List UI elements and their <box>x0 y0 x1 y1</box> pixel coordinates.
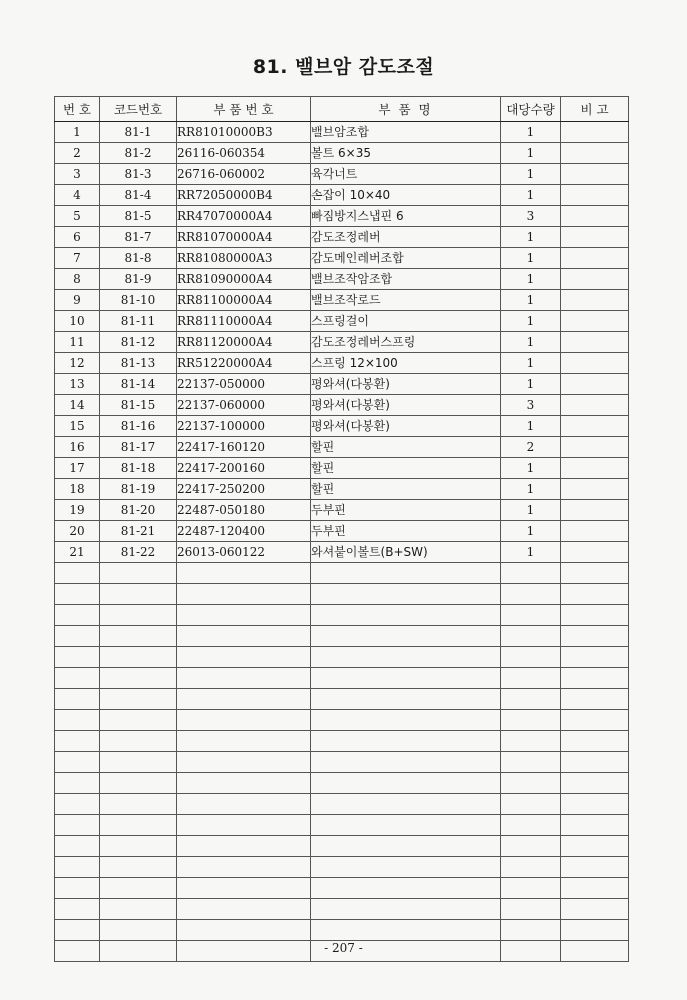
cell-no <box>55 605 100 626</box>
cell-code: 81-21 <box>100 521 177 542</box>
cell-code: 81-11 <box>100 311 177 332</box>
cell-no: 11 <box>55 332 100 353</box>
cell-code: 81-12 <box>100 332 177 353</box>
cell-no: 5 <box>55 206 100 227</box>
table-row <box>55 374 629 395</box>
cell-part-name <box>311 815 501 836</box>
cell-qty: 1 <box>501 122 561 143</box>
cell-qty <box>501 605 561 626</box>
table-row <box>55 143 629 164</box>
cell-part-no: 26116-060354 <box>177 143 311 164</box>
cell-part-no: RR81090000A4 <box>177 269 311 290</box>
cell-no <box>55 563 100 584</box>
cell-qty: 1 <box>501 542 561 563</box>
cell-part-name: 밸브조작로드 <box>311 290 501 311</box>
cell-note <box>561 206 629 227</box>
cell-code <box>100 836 177 857</box>
empty-table-row <box>55 731 629 752</box>
cell-code: 81-5 <box>100 206 177 227</box>
cell-qty: 1 <box>501 374 561 395</box>
empty-table-row <box>55 899 629 920</box>
cell-part-name: 평와셔(다봉환) <box>311 395 501 416</box>
cell-part-name <box>311 668 501 689</box>
cell-no: 21 <box>55 542 100 563</box>
cell-part-name: 할핀 <box>311 437 501 458</box>
cell-note <box>561 269 629 290</box>
cell-note <box>561 416 629 437</box>
cell-no: 12 <box>55 353 100 374</box>
cell-code <box>100 899 177 920</box>
cell-no <box>55 815 100 836</box>
table-row <box>55 458 629 479</box>
cell-code: 81-1 <box>100 122 177 143</box>
cell-part-no <box>177 920 311 941</box>
cell-no: 3 <box>55 164 100 185</box>
cell-qty: 1 <box>501 227 561 248</box>
cell-no: 19 <box>55 500 100 521</box>
cell-qty: 1 <box>501 521 561 542</box>
cell-code <box>100 773 177 794</box>
cell-note <box>561 794 629 815</box>
cell-note <box>561 857 629 878</box>
cell-qty <box>501 563 561 584</box>
cell-part-no: 22487-050180 <box>177 500 311 521</box>
cell-no: 6 <box>55 227 100 248</box>
cell-no: 9 <box>55 290 100 311</box>
cell-note <box>561 311 629 332</box>
header-no: 번 호 <box>55 97 100 122</box>
cell-part-no <box>177 815 311 836</box>
cell-part-no <box>177 731 311 752</box>
cell-part-name <box>311 605 501 626</box>
cell-note <box>561 164 629 185</box>
cell-code: 81-14 <box>100 374 177 395</box>
page-number: - 207 - <box>324 941 363 955</box>
cell-part-no <box>177 773 311 794</box>
empty-table-row <box>55 647 629 668</box>
cell-part-name: 두부핀 <box>311 521 501 542</box>
cell-part-no: 22417-200160 <box>177 458 311 479</box>
cell-no: 15 <box>55 416 100 437</box>
cell-part-no: 22137-060000 <box>177 395 311 416</box>
cell-qty <box>501 752 561 773</box>
cell-note <box>561 185 629 206</box>
cell-qty: 3 <box>501 395 561 416</box>
cell-qty <box>501 689 561 710</box>
cell-no: 16 <box>55 437 100 458</box>
empty-table-row <box>55 815 629 836</box>
empty-table-row <box>55 668 629 689</box>
cell-no <box>55 773 100 794</box>
cell-no: 13 <box>55 374 100 395</box>
table-row <box>55 290 629 311</box>
cell-part-name: 밸브암조합 <box>311 122 501 143</box>
cell-code: 81-22 <box>100 542 177 563</box>
empty-table-row <box>55 920 629 941</box>
cell-part-no: RR81080000A3 <box>177 248 311 269</box>
cell-qty <box>501 710 561 731</box>
cell-note <box>561 395 629 416</box>
cell-qty <box>501 920 561 941</box>
cell-part-no: 22137-100000 <box>177 416 311 437</box>
cell-part-no: RR51220000A4 <box>177 353 311 374</box>
cell-part-no: 22417-250200 <box>177 479 311 500</box>
cell-part-no: RR81100000A4 <box>177 290 311 311</box>
cell-qty: 1 <box>501 290 561 311</box>
empty-table-row <box>55 689 629 710</box>
cell-qty <box>501 815 561 836</box>
cell-part-no <box>177 836 311 857</box>
cell-part-name <box>311 689 501 710</box>
cell-part-no <box>177 668 311 689</box>
cell-no: 20 <box>55 521 100 542</box>
cell-part-name <box>311 647 501 668</box>
cell-code <box>100 605 177 626</box>
cell-part-no <box>177 584 311 605</box>
header-qty: 대당수량 <box>501 97 561 122</box>
cell-code: 81-17 <box>100 437 177 458</box>
page-title: 81. 밸브암 감도조절 <box>252 56 435 78</box>
cell-note <box>561 290 629 311</box>
cell-note <box>561 584 629 605</box>
cell-part-name <box>311 563 501 584</box>
table-row <box>55 542 629 563</box>
empty-table-row <box>55 836 629 857</box>
cell-part-no <box>177 752 311 773</box>
cell-part-no <box>177 857 311 878</box>
cell-part-name: 손잡이 10×40 <box>311 185 501 206</box>
cell-part-name: 와셔붙이볼트(B+SW) <box>311 542 501 563</box>
empty-table-row <box>55 857 629 878</box>
cell-part-name <box>311 857 501 878</box>
cell-part-name <box>311 836 501 857</box>
cell-no: 7 <box>55 248 100 269</box>
cell-note <box>561 521 629 542</box>
cell-code: 81-18 <box>100 458 177 479</box>
cell-qty <box>501 584 561 605</box>
cell-qty: 1 <box>501 185 561 206</box>
cell-part-name <box>311 878 501 899</box>
cell-no: 2 <box>55 143 100 164</box>
cell-part-name: 감도메인레버조합 <box>311 248 501 269</box>
cell-part-no: RR72050000B4 <box>177 185 311 206</box>
cell-part-no: RR81010000B3 <box>177 122 311 143</box>
cell-code <box>100 878 177 899</box>
cell-qty <box>501 668 561 689</box>
cell-code: 81-8 <box>100 248 177 269</box>
cell-note <box>561 899 629 920</box>
cell-note <box>561 647 629 668</box>
table-row <box>55 122 629 143</box>
cell-no: 10 <box>55 311 100 332</box>
cell-no: 1 <box>55 122 100 143</box>
table-row <box>55 227 629 248</box>
cell-no <box>55 752 100 773</box>
cell-no: 17 <box>55 458 100 479</box>
cell-part-name <box>311 920 501 941</box>
cell-part-name <box>311 752 501 773</box>
cell-note <box>561 710 629 731</box>
cell-no: 18 <box>55 479 100 500</box>
cell-code: 81-15 <box>100 395 177 416</box>
cell-part-no: 26013-060122 <box>177 542 311 563</box>
table-row <box>55 521 629 542</box>
cell-qty <box>501 899 561 920</box>
cell-code <box>100 563 177 584</box>
cell-code <box>100 689 177 710</box>
cell-no <box>55 584 100 605</box>
cell-qty: 1 <box>501 332 561 353</box>
header-code: 코드번호 <box>100 97 177 122</box>
table-row <box>55 206 629 227</box>
cell-no: 4 <box>55 185 100 206</box>
cell-qty: 1 <box>501 416 561 437</box>
cell-code: 81-9 <box>100 269 177 290</box>
empty-table-row <box>55 878 629 899</box>
cell-part-name <box>311 773 501 794</box>
cell-qty <box>501 794 561 815</box>
cell-part-no <box>177 794 311 815</box>
empty-table-row <box>55 605 629 626</box>
header-part-no: 부 품 번 호 <box>177 97 311 122</box>
cell-note <box>561 458 629 479</box>
cell-note <box>561 248 629 269</box>
cell-part-name: 할핀 <box>311 479 501 500</box>
cell-no <box>55 794 100 815</box>
cell-part-name: 감도조정레버 <box>311 227 501 248</box>
cell-note <box>561 332 629 353</box>
cell-note <box>561 122 629 143</box>
cell-code: 81-4 <box>100 185 177 206</box>
cell-note <box>561 626 629 647</box>
cell-part-name: 두부핀 <box>311 500 501 521</box>
cell-note <box>561 878 629 899</box>
empty-table-row <box>55 710 629 731</box>
cell-note <box>561 479 629 500</box>
cell-code <box>100 710 177 731</box>
cell-note <box>561 500 629 521</box>
cell-no <box>55 878 100 899</box>
cell-no <box>55 731 100 752</box>
cell-note <box>561 542 629 563</box>
cell-note <box>561 773 629 794</box>
cell-no <box>55 857 100 878</box>
cell-part-no <box>177 899 311 920</box>
cell-part-name: 빠짐방지스냅핀 6 <box>311 206 501 227</box>
cell-part-no <box>177 605 311 626</box>
cell-no <box>55 710 100 731</box>
cell-part-name: 밸브조작암조합 <box>311 269 501 290</box>
cell-no: 14 <box>55 395 100 416</box>
cell-note <box>561 563 629 584</box>
cell-part-name: 볼트 6×35 <box>311 143 501 164</box>
empty-table-row <box>55 626 629 647</box>
cell-qty: 1 <box>501 164 561 185</box>
cell-code <box>100 752 177 773</box>
cell-part-no: RR81120000A4 <box>177 332 311 353</box>
cell-qty <box>501 626 561 647</box>
cell-code: 81-7 <box>100 227 177 248</box>
cell-no: 8 <box>55 269 100 290</box>
cell-part-no <box>177 710 311 731</box>
cell-qty: 1 <box>501 248 561 269</box>
cell-note <box>561 836 629 857</box>
cell-note <box>561 815 629 836</box>
cell-code: 81-10 <box>100 290 177 311</box>
cell-part-no <box>177 878 311 899</box>
cell-part-name: 평와셔(다봉환) <box>311 374 501 395</box>
cell-part-name <box>311 710 501 731</box>
cell-note <box>561 437 629 458</box>
cell-part-no <box>177 647 311 668</box>
cell-part-no: 22417-160120 <box>177 437 311 458</box>
cell-part-name <box>311 731 501 752</box>
cell-qty: 1 <box>501 479 561 500</box>
empty-table-row <box>55 773 629 794</box>
cell-qty <box>501 878 561 899</box>
cell-code: 81-2 <box>100 143 177 164</box>
cell-no <box>55 668 100 689</box>
cell-code <box>100 647 177 668</box>
cell-code: 81-16 <box>100 416 177 437</box>
cell-qty <box>501 773 561 794</box>
table-row <box>55 269 629 290</box>
empty-table-row <box>55 563 629 584</box>
cell-part-no: 22137-050000 <box>177 374 311 395</box>
cell-part-no <box>177 689 311 710</box>
cell-qty: 1 <box>501 311 561 332</box>
cell-part-name: 평와셔(다봉환) <box>311 416 501 437</box>
cell-note <box>561 689 629 710</box>
cell-part-no: RR81070000A4 <box>177 227 311 248</box>
parts-table-body <box>55 122 629 962</box>
table-row <box>55 311 629 332</box>
table-header-row <box>55 97 629 122</box>
cell-code <box>100 626 177 647</box>
cell-no <box>55 689 100 710</box>
cell-qty: 2 <box>501 437 561 458</box>
cell-part-name <box>311 794 501 815</box>
cell-no <box>55 920 100 941</box>
table-row <box>55 185 629 206</box>
table-row <box>55 332 629 353</box>
cell-qty <box>501 836 561 857</box>
cell-code <box>100 794 177 815</box>
cell-no <box>55 647 100 668</box>
cell-code: 81-19 <box>100 479 177 500</box>
cell-no <box>55 626 100 647</box>
empty-table-row <box>55 752 629 773</box>
cell-qty <box>501 731 561 752</box>
cell-note <box>561 920 629 941</box>
cell-note <box>561 731 629 752</box>
empty-table-row <box>55 794 629 815</box>
cell-part-no <box>177 626 311 647</box>
table-row <box>55 395 629 416</box>
cell-code: 81-3 <box>100 164 177 185</box>
cell-code <box>100 584 177 605</box>
cell-no <box>55 836 100 857</box>
cell-part-name: 육각너트 <box>311 164 501 185</box>
cell-note <box>561 752 629 773</box>
cell-qty: 1 <box>501 458 561 479</box>
cell-part-name <box>311 899 501 920</box>
cell-part-no: 26716-060002 <box>177 164 311 185</box>
cell-qty: 1 <box>501 353 561 374</box>
cell-no <box>55 899 100 920</box>
table-row <box>55 500 629 521</box>
cell-code: 81-13 <box>100 353 177 374</box>
cell-qty: 1 <box>501 500 561 521</box>
table-row <box>55 353 629 374</box>
cell-qty <box>501 857 561 878</box>
table-row <box>55 248 629 269</box>
cell-part-no: RR81110000A4 <box>177 311 311 332</box>
cell-code <box>100 857 177 878</box>
cell-code <box>100 668 177 689</box>
cell-qty <box>501 647 561 668</box>
cell-code <box>100 731 177 752</box>
cell-qty: 1 <box>501 269 561 290</box>
table-row <box>55 437 629 458</box>
cell-code <box>100 920 177 941</box>
cell-part-no <box>177 563 311 584</box>
cell-note <box>561 605 629 626</box>
cell-code: 81-20 <box>100 500 177 521</box>
table-row <box>55 416 629 437</box>
cell-part-name <box>311 626 501 647</box>
cell-part-no: 22487-120400 <box>177 521 311 542</box>
header-note: 비 고 <box>561 97 629 122</box>
parts-table <box>54 96 629 962</box>
cell-note <box>561 227 629 248</box>
empty-table-row <box>55 584 629 605</box>
cell-part-name: 스프링걸이 <box>311 311 501 332</box>
cell-note <box>561 143 629 164</box>
cell-note <box>561 668 629 689</box>
cell-part-no: RR47070000A4 <box>177 206 311 227</box>
cell-part-name: 할핀 <box>311 458 501 479</box>
cell-part-name: 감도조정레버스프링 <box>311 332 501 353</box>
cell-qty: 3 <box>501 206 561 227</box>
cell-part-name <box>311 584 501 605</box>
header-part-name: 부 품 명 <box>311 97 501 122</box>
table-row <box>55 479 629 500</box>
cell-qty: 1 <box>501 143 561 164</box>
table-row <box>55 164 629 185</box>
cell-note <box>561 353 629 374</box>
cell-part-name: 스프링 12×100 <box>311 353 501 374</box>
cell-code <box>100 815 177 836</box>
cell-note <box>561 374 629 395</box>
